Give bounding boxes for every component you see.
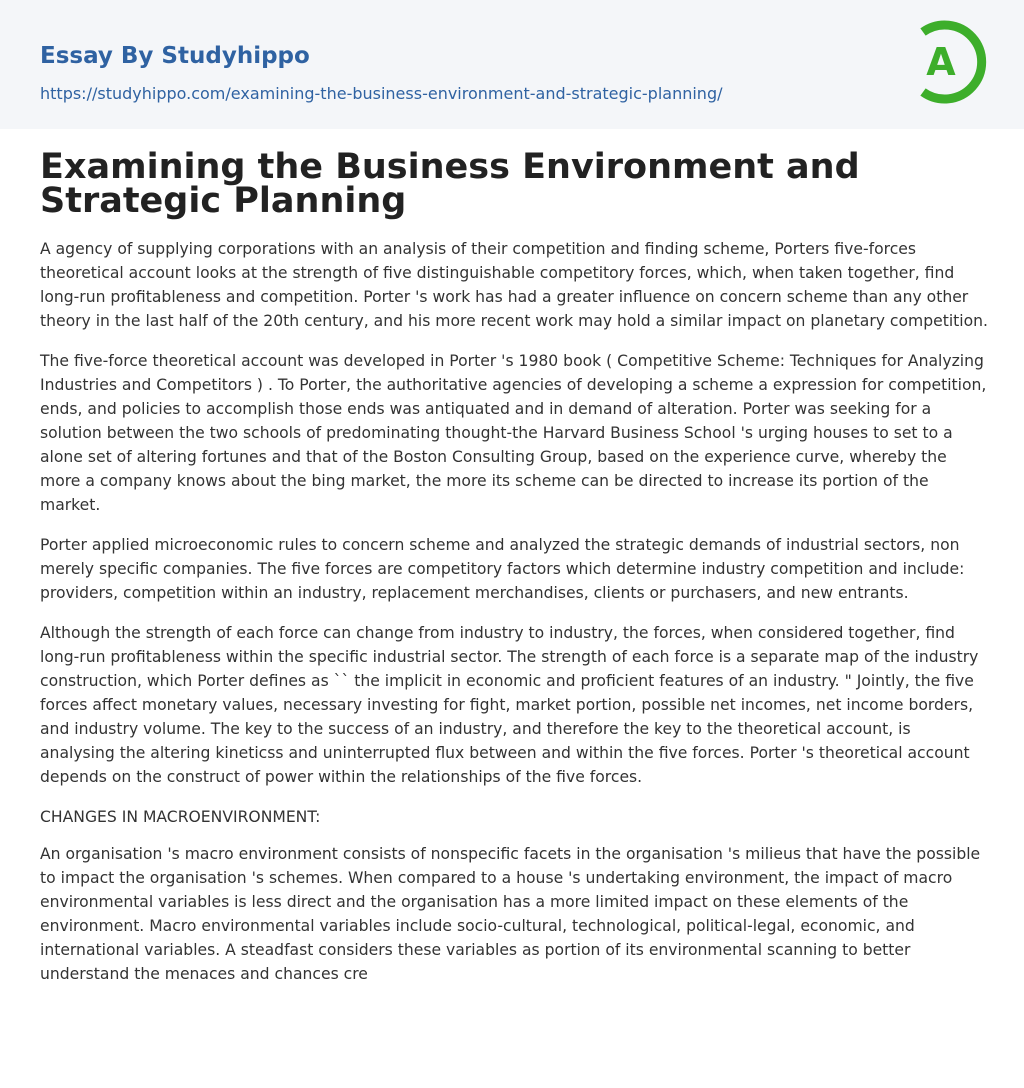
article-paragraph: A agency of supplying corporations with an analysis of their competition and finding scheme, Porters five-forces theoretical account looks at the strength of five distinguishable competitory forces, which, when taken together, find long-run profitableness and competition. Porter 's work has had a greater influence on concern scheme than any other theory in the last half of the 20th century, and his more recent work may hold a similar impact on planetary competition. bbox=[40, 240, 988, 330]
brand-title[interactable]: Essay By Studyhippo bbox=[40, 43, 310, 69]
article-paragraph: The five-force theoretical account was developed in Porter 's 1980 book ( Competitive Scheme: Techniques for Analyzing Industries and Competitors ) . To Porter, the authoritative agencies of developing a scheme a expression for competition, ends, and policies to accomplish those ends was antiquated and in demand of alteration. Porter was seeking for a solution between the two schools of predominating thought-the Harvard Business School 's urging houses to set to a alone set of altering fortunes and that of the Boston Consulting Group, based on the experience curve, whereby the more a company knows about the bing market, the more its scheme can be directed to increase its portion of the market. bbox=[40, 352, 987, 514]
page-title: Examining the Business Environment and Strategic Planning bbox=[40, 147, 860, 221]
essay-url-link[interactable]: https://studyhippo.com/examining-the-business-environment-and-strategic-planning/ bbox=[40, 84, 723, 103]
site-header bbox=[0, 0, 1024, 129]
article-paragraph: An organisation 's macro environment consists of nonspecific facets in the organisation 's milieus that have the possible to impact the organisation 's schemes. When compared to a house 's undertaking environment, the impact of macro environmental variables is less direct and the organisation has a more limited impact on these elements of the environment. Macro environmental variables include socio-cultural, technological, political-legal, economic, and international variables. A steadfast considers these variables as portion of its environmental scanning to better understand the menaces and chances cre bbox=[40, 845, 981, 983]
article bbox=[40, 147, 988, 1002]
section-heading: CHANGES IN MACROENVIRONMENT: bbox=[40, 808, 321, 826]
article-paragraph: Although the strength of each force can change from industry to industry, the forces, when considered together, find long-run profitableness within the specific industrial sector. The strength of each force is a separate map of the industry construction, which Porter defines as `` the implicit in economic and proficient features of an industry. " Jointly, the five forces affect monetary values, necessary investing for fight, market portion, possible net incomes, net income borders, and industry volume. The key to the success of an industry, and therefore the key to the theoretical account, is analysing the altering kineticss and uninterrupted flux between and within the five forces. Porter 's theoretical account depends on the construct of power within the relationships of the five forces. bbox=[40, 624, 979, 786]
circle-a-logo-icon[interactable] bbox=[905, 18, 989, 106]
logo-letter: A bbox=[926, 40, 956, 84]
article-paragraph: Porter applied microeconomic rules to concern scheme and analyzed the strategic demands of industrial sectors, non merely specific companies. The five forces are competitory factors which determine industry competition and include: providers, competition within an industry, replacement merchandises, clients or purchasers, and new entrants. bbox=[40, 536, 965, 602]
